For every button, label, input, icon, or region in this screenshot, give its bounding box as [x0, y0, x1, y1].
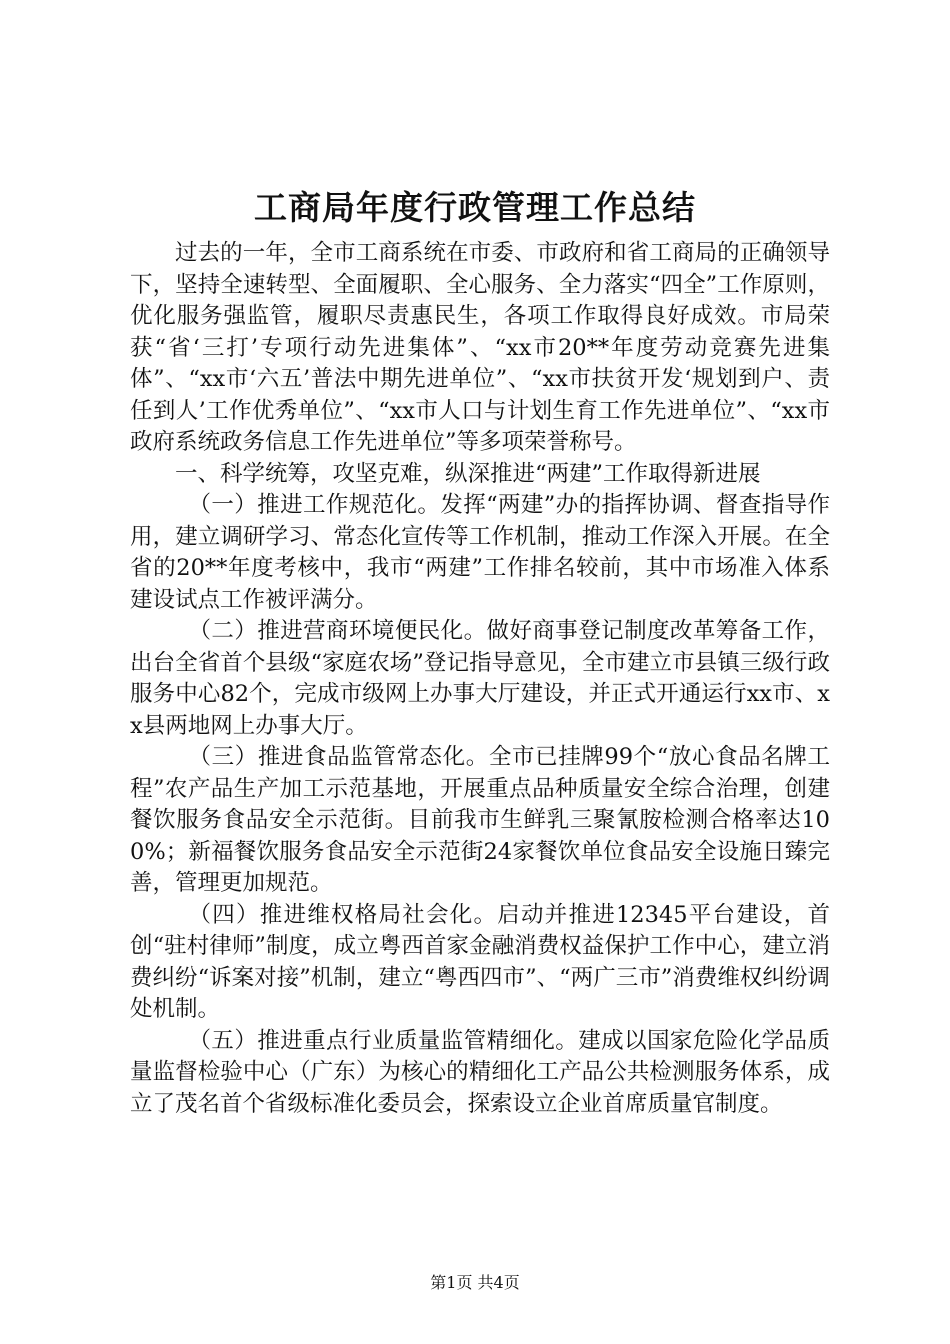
document-title: 工商局年度行政管理工作总结 [254, 188, 696, 227]
subsection-paragraph-5: （五）推进重点行业质量监管精细化。建成以国家危险化学品质量监督检验中心（广东）为核心的精细化工产品公共检测服务体系，成立了茂名首个省级标准化委员会，探索设立企业首席质量官制度。 [130, 1027, 830, 1117]
subsection-paragraph-4: （四）推进维权格局社会化。启动并推进12345平台建设，首创“驻村律师”制度，成立粤西首家金融消费权益保护工作中心，建立消费纠纷“诉案对接”机制，建立“粤西四市”、“两广三市”消费维权纠纷调处机制。 [130, 901, 830, 1022]
subsection-paragraph-1: （一）推进工作规范化。发挥“两建”办的指挥协调、督查指导作用，建立调研学习、常态化宣传等工作机制，推动工作深入开展。在全省的20**年度考核中，我市“两建”工作排名较前，其中市场准入体系建设试点工作被评满分。 [130, 492, 830, 613]
subsection-paragraph-3: （三）推进食品监管常态化。全市已挂牌99个“放心食品名牌工程”农产品生产加工示范基地，开展重点品种质量安全综合治理，创建餐饮服务食品安全示范街。目前我市生鲜乳三聚氰胺检测合格率达100%；新福餐饮服务食品安全示范街24家餐饮单位食品安全设施日臻完善，管理更加规范。 [130, 744, 830, 896]
subsection-paragraph-2: （二）推进营商环境便民化。做好商事登记制度改革筹备工作，出台全省首个县级“家庭农场”登记指导意见，全市建立市县镇三级行政服务中心82个，完成市级网上办事大厅建设，并正式开通运行xx市、xx县两地网上办事大厅。 [130, 618, 830, 739]
section-heading-1: 一、科学统筹，攻坚克难，纵深推进“两建”工作取得新进展 [175, 460, 761, 487]
page-number-footer: 第1页 共4页 [430, 1273, 520, 1292]
document-body [130, 238, 830, 1120]
intro-paragraph: 过去的一年，全市工商系统在市委、市政府和省工商局的正确领导下，坚持全速转型、全面履职、全心服务、全力落实“四全”工作原则，优化服务强监管，履职尽责惠民生，各项工作取得良好成效。市局荣获“省‘三打’专项行动先进集体”、“xx市20**年度劳动竞赛先进集体”、“xx市‘六五’普法中期先进单位”、“xx市扶贫开发‘规划到户、责任到人’工作优秀单位”、“xx市人口与计划生育工作先进单位”、“xx市政府系统政务信息工作先进单位”等多项荣誉称号。 [130, 240, 830, 455]
